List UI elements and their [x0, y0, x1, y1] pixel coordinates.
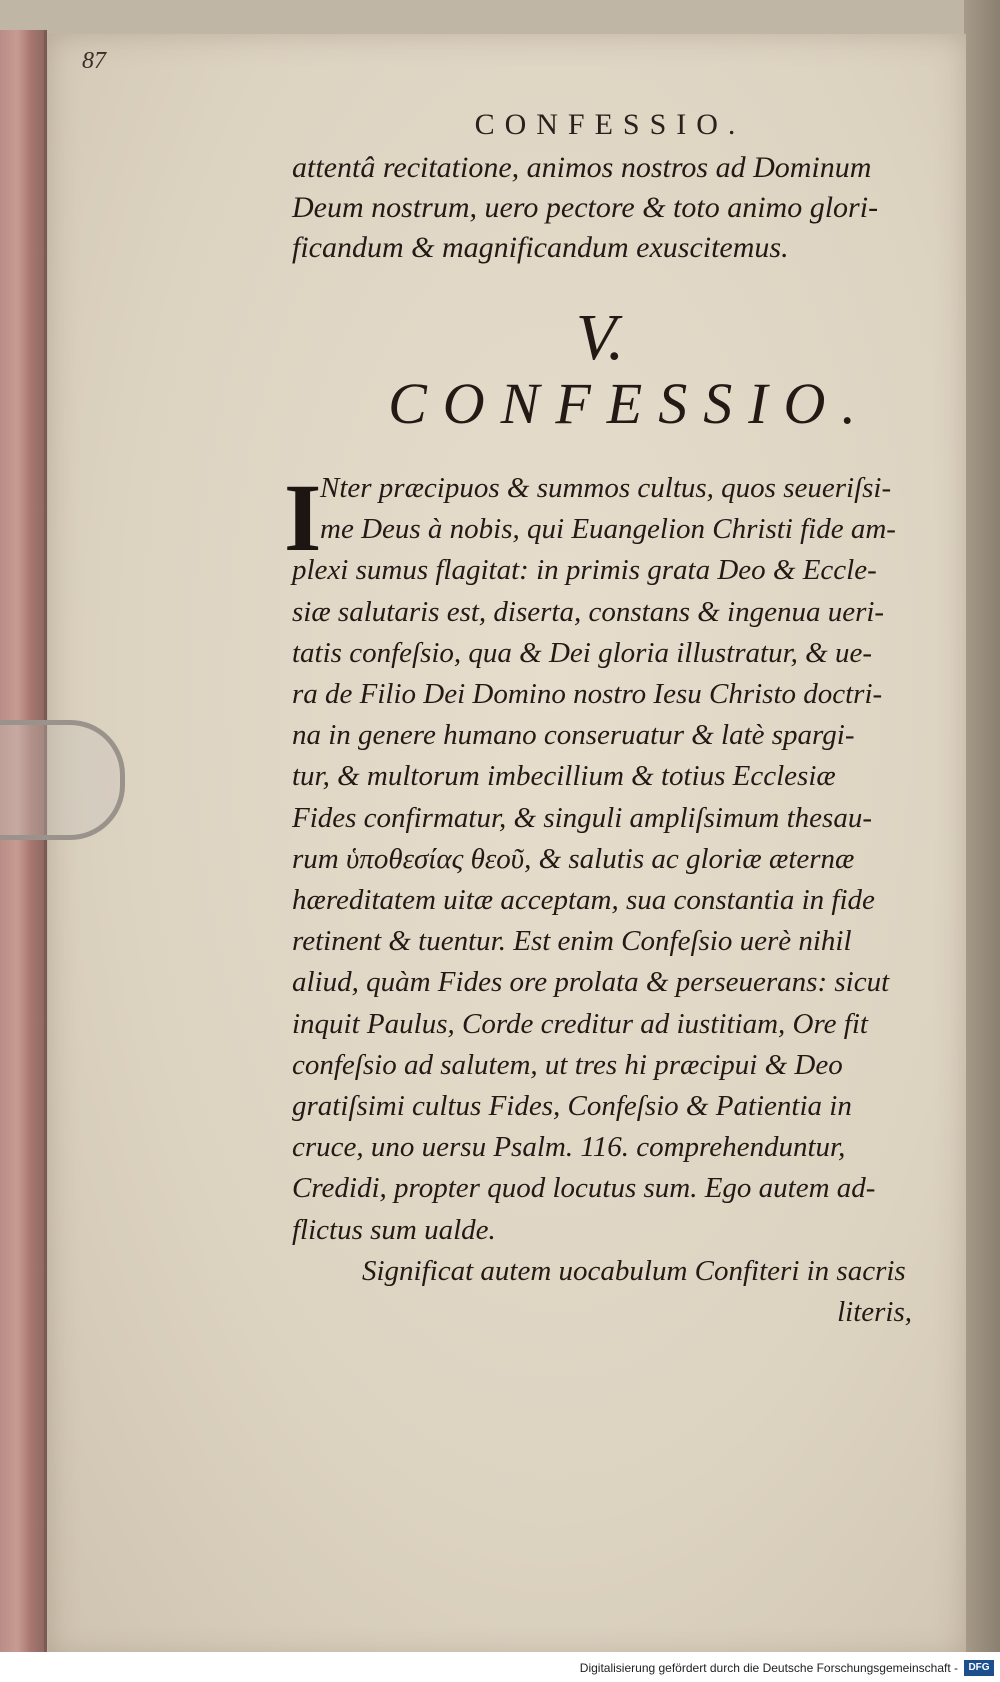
- text-line: siæ salutaris est, diserta, constans & ingenua ueri-: [292, 595, 885, 628]
- text-line: attentâ recitatione, animos nostros ad Dominum: [292, 151, 872, 184]
- text-line: confeſsio ad salutem, ut tres hi præcipui & Deo: [292, 1048, 843, 1081]
- dfg-logo: DFG: [964, 1660, 994, 1676]
- catchword: literis,: [837, 1296, 912, 1329]
- page-clip: [0, 720, 125, 840]
- text-line: inquit Paulus, Corde creditur ad iustitiam, Ore fit: [292, 1007, 868, 1040]
- section-numeral: V.: [575, 301, 625, 374]
- text-line: ra de Filio Dei Domino nostro Iesu Christo doctri-: [292, 678, 883, 711]
- text-line: me Deus à nobis, qui Euangelion Christi fide am-: [320, 513, 896, 546]
- text-line: Credidi, propter quod locutus sum. Ego autem ad-: [292, 1172, 876, 1205]
- body-paragraph: [292, 468, 972, 1333]
- text-line: Fides confirmatur, & singuli ampliſsimum thesau-: [292, 801, 872, 834]
- text-line: gratiſsimi cultus Fides, Confeſsio & Patientia in: [292, 1090, 852, 1123]
- text-line: hæreditatem uitæ acceptam, sua constantia in fide: [292, 884, 875, 917]
- text-line: na in genere humano conseruatur & latè spargi-: [292, 719, 855, 752]
- page-edges-left: [0, 30, 47, 1665]
- text-line: ficandum & magnificandum exuscitemus.: [292, 231, 789, 264]
- text-line: Deum nostrum, uero pectore & toto animo glori-: [292, 191, 879, 224]
- text-line: Significat autem uocabulum Confiteri in sacris: [362, 1254, 906, 1287]
- text-line: tatis confeſsio, qua & Dei gloria illustratur, & ue-: [292, 636, 872, 669]
- text-line: Nter præcipuos & summos cultus, quos seueriſsi-: [320, 472, 892, 504]
- text-line: retinent & tuentur. Est enim Confeſsio uerè nihil: [292, 925, 852, 958]
- text-line: rum ὑποθεσίας θεοῦ, & salutis ac gloriæ æternæ: [292, 842, 855, 875]
- text-line: flictus sum ualde.: [292, 1213, 496, 1246]
- text-line: cruce, uno uersu Psalm. 116. comprehenduntur,: [292, 1131, 846, 1164]
- running-head: CONFESSIO.: [474, 108, 746, 141]
- section-heading: CONFESSIO.: [388, 371, 872, 436]
- funding-credit: Digitalisierung gefördert durch die Deutsche Forschungsgemeinschaft -: [579, 1661, 958, 1675]
- drop-cap: I: [284, 464, 322, 571]
- folio-number: 87: [82, 48, 106, 74]
- intro-paragraph: [292, 148, 972, 268]
- text-line: aliud, quàm Fides ore prolata & perseuerans: sicut: [292, 966, 890, 999]
- text-line: tur, & multorum imbecillium & totius Ecclesiæ: [292, 760, 836, 793]
- text-line: plexi sumus flagitat: in primis grata Deo & Eccle-: [292, 554, 877, 587]
